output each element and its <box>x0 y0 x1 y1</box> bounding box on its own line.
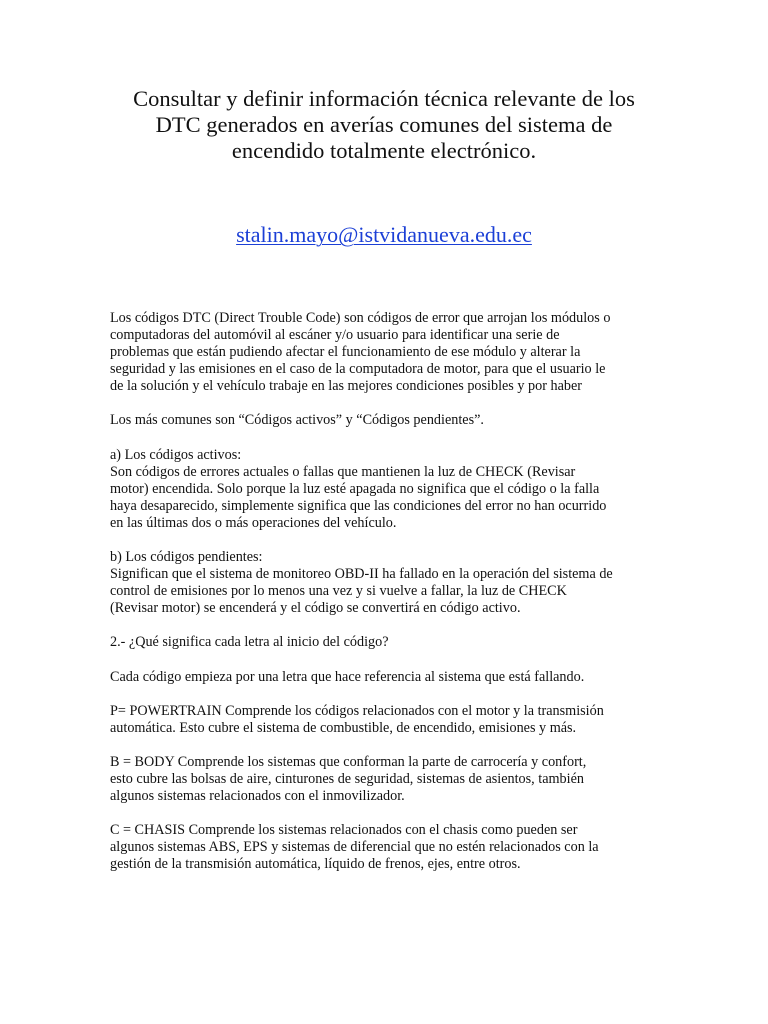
paragraph-pending-codes <box>110 549 670 617</box>
text-line: computadoras del automóvil al escáner y/o usuario para identificar una serie de <box>110 327 560 344</box>
text-line: (Revisar motor) se encenderá y el código se convertirá en código activo. <box>110 600 521 617</box>
text-line: Significan que el sistema de monitoreo OBD-II ha fallado en la operación del sistema de <box>110 566 613 583</box>
text-line: de la solución y el vehículo trabaje en las mejores condiciones posibles y por haber <box>110 378 582 395</box>
text-line: esto cubre las bolsas de aire, cinturones de seguridad, sistemas de asientos, también <box>110 770 584 787</box>
text-line: algunos sistemas ABS, EPS y sistemas de diferencial que no estén relacionados con la <box>110 839 599 856</box>
paragraph-body <box>110 754 670 805</box>
text-line: seguridad y las emisiones en el caso de la computadora de motor, para que el usuario le <box>110 361 606 378</box>
paragraph-letter-reference <box>110 669 670 686</box>
title-line: DTC generados en averías comunes del sistema de <box>155 112 613 137</box>
text-line: C = CHASIS Comprende los sistemas relacionados con el chasis como pueden ser <box>110 822 578 839</box>
text-line: automática. Esto cubre el sistema de combustible, de encendido, emisiones y más. <box>110 719 577 736</box>
title-line: Consultar y definir información técnica relevante de los <box>133 86 635 111</box>
text-line: b) Los códigos pendientes: <box>110 549 263 566</box>
text-line: algunos sistemas relacionados con el inmovilizador. <box>110 787 405 804</box>
text-line: Son códigos de errores actuales o fallas que mantienen la luz de CHECK (Revisar <box>110 463 576 480</box>
title-line: encendido totalmente electrónico. <box>231 138 537 163</box>
text-line: Los más comunes son “Códigos activos” y “Códigos pendientes”. <box>110 412 484 429</box>
text-line: 2.- ¿Qué significa cada letra al inicio del código? <box>110 634 389 651</box>
text-line: B = BODY Comprende los sistemas que conforman la parte de carrocería y confort, <box>110 753 587 770</box>
text-line: Cada código empieza por una letra que hace referencia al sistema que está fallando. <box>110 668 585 685</box>
text-line: en las últimas dos o más operaciones del vehículo. <box>110 514 397 531</box>
paragraph-active-codes <box>110 447 670 532</box>
email-block <box>100 221 668 249</box>
paragraph-most-common <box>110 412 670 429</box>
text-line: gestión de la transmisión automática, líquido de frenos, ejes, entre otros. <box>110 856 521 873</box>
text-line: Los códigos DTC (Direct Trouble Code) son códigos de error que arrojan los módulos o <box>110 310 611 326</box>
text-line: control de emisiones por lo menos una vez y si vuelve a fallar, la luz de CHECK <box>110 583 567 600</box>
text-line: problemas que están pudiendo afectar el funcionamiento de ese módulo y alterar la <box>110 344 581 361</box>
paragraph-chasis <box>110 822 670 873</box>
paragraph-dtc-definition <box>110 310 670 395</box>
text-line: motor) encendida. Solo porque la luz esté apagada no significa que el código o la falla <box>110 480 600 497</box>
paragraph-question-letters <box>110 634 670 651</box>
email-link[interactable]: stalin.mayo@istvidanueva.edu.ec <box>236 222 532 247</box>
text-line: haya desaparecido, simplemente significa que las condiciones del error no han ocurrido <box>110 497 607 514</box>
document-title <box>100 86 668 164</box>
text-line: P= POWERTRAIN Comprende los códigos relacionados con el motor y la transmisión <box>110 702 604 719</box>
document-body <box>110 310 670 890</box>
paragraph-powertrain <box>110 703 670 737</box>
text-line: a) Los códigos activos: <box>110 446 242 463</box>
